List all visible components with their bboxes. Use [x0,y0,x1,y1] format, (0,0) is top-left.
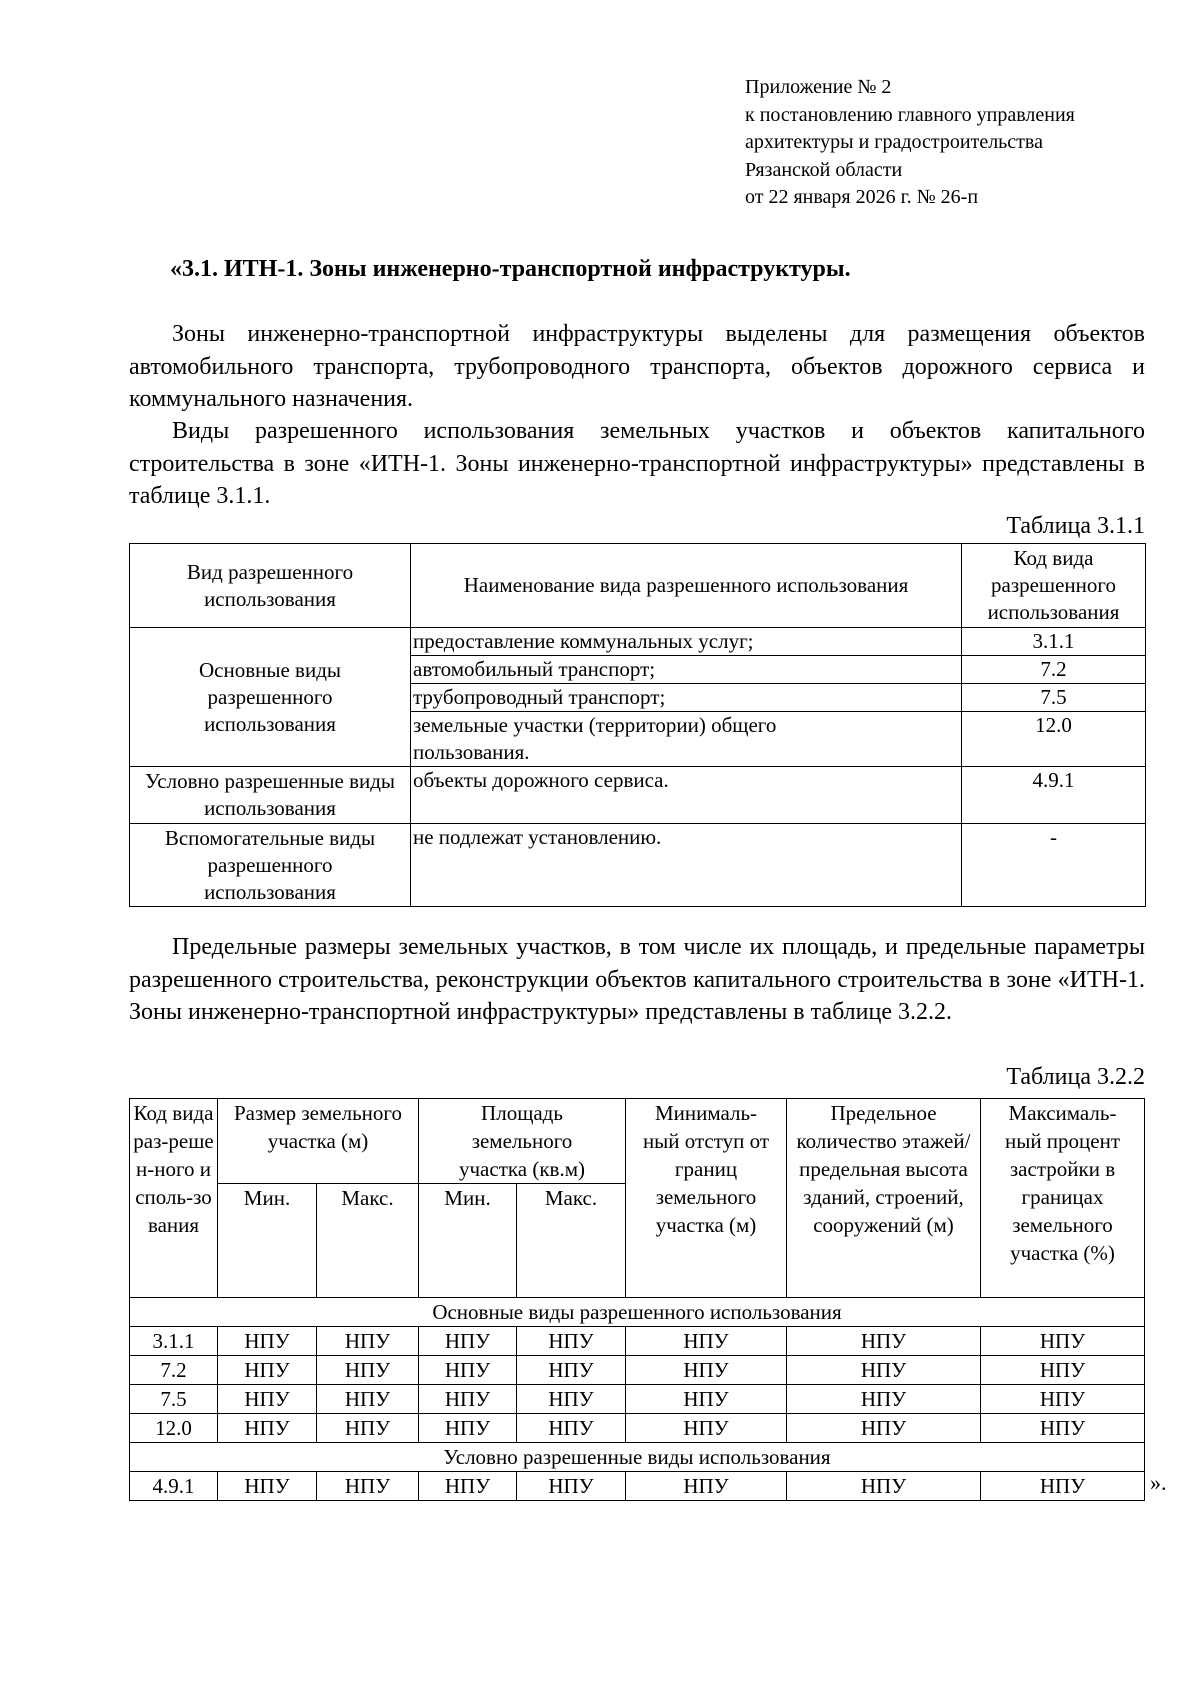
table2-caption: Таблица 3.2.2 [1006,1064,1145,1090]
header-code-text: Код вида раз-решен-ного исполь-зования [133,1101,214,1237]
value-cell: НПУ [787,1356,981,1385]
value-cell: НПУ [218,1385,317,1414]
use-name: предоставление коммунальных услуг; [411,628,962,656]
table-row [130,767,1146,824]
header-size-min: Мин. [218,1184,317,1298]
table-row [130,1327,1145,1356]
main-rows [130,1327,1145,1443]
section-row [130,1443,1145,1472]
header-use-type: Вид разрешенного использования [130,544,411,628]
value-cell: НПУ [317,1472,419,1501]
value-cell: НПУ [981,1472,1145,1501]
table-header-row [130,544,1146,628]
section-main: Основные виды разрешенного использования [130,1298,1145,1327]
use-code: 12.0 [962,712,1146,767]
header-use-code: Код вида разрешенного использования [962,544,1146,628]
value-cell: НПУ [981,1385,1145,1414]
paragraph-table1-reference: Виды разрешенного использования земельных участков и объектов капитального строительства в зоне «ИТН-1. Зоны инженерно-транспортной инфраструктуры» представлены в таблице 3.1.1. [129,418,1145,509]
value-cell: НПУ [626,1472,787,1501]
section-heading: «3.1. ИТН-1. Зоны инженерно-транспортной инфраструктуры. [170,256,851,282]
appendix-line: архитектуры и градостроительства [745,131,1043,153]
table-header-row [130,1099,1145,1184]
header-size [218,1099,419,1184]
group-main-label: Основные виды разрешенного использования [198,657,341,736]
header-area [419,1099,626,1184]
value-cell: НПУ [787,1385,981,1414]
value-cell: НПУ [626,1356,787,1385]
paragraph-intro: Зоны инженерно-транспортной инфраструктуры выделены для размещения объектов автомобильного транспорта, трубопроводного транспорта, объектов дорожного сервиса и коммунального назначения. [129,321,1145,412]
value-cell: НПУ [787,1414,981,1443]
use-code: 4.9.1 [962,767,1146,824]
header-code [130,1099,218,1298]
use-code: 7.2 [962,656,1146,684]
permitted-use-table [129,543,1146,907]
use-code: 7.2 [130,1356,218,1385]
use-name: земельные участки (территории) общего пользования. [411,712,962,767]
value-cell: НПУ [981,1414,1145,1443]
use-code: 3.1.1 [130,1327,218,1356]
use-name: автомобильный транспорт; [411,656,962,684]
header-size-text: Размер земельного участка (м) [234,1101,402,1153]
header-offset-text: Минималь-ный отступ от границ земельного участка (м) [642,1101,770,1237]
parameters-table [129,1098,1145,1501]
value-cell: НПУ [517,1414,626,1443]
header-floors [787,1099,981,1298]
group-main [130,628,411,767]
value-cell: НПУ [419,1414,517,1443]
header-use-name: Наименование вида разрешенного использования [411,544,962,628]
use-name: не подлежат установлению. [411,824,962,907]
value-cell: НПУ [218,1356,317,1385]
header-size-max: Макс. [317,1184,419,1298]
header-offset [626,1099,787,1298]
use-code: 4.9.1 [130,1472,218,1501]
closing-quote: ». [1150,1470,1167,1495]
value-cell: НПУ [419,1327,517,1356]
value-cell: НПУ [317,1414,419,1443]
section-row [130,1298,1145,1327]
appendix-line: к постановлению главного управления [745,103,1075,126]
use-code: - [962,824,1146,907]
value-cell: НПУ [419,1472,517,1501]
value-cell: НПУ [626,1385,787,1414]
table-row [130,1414,1145,1443]
group-conditional: Условно разрешенные виды использования [130,767,411,824]
value-cell: НПУ [517,1385,626,1414]
table-row [130,1356,1145,1385]
value-cell: НПУ [317,1385,419,1414]
appendix-block [745,74,1075,212]
value-cell: НПУ [218,1327,317,1356]
table-row [130,1472,1145,1501]
value-cell: НПУ [419,1356,517,1385]
header-area-max: Макс. [517,1184,626,1298]
use-name: трубопроводный транспорт; [411,684,962,712]
value-cell: НПУ [787,1327,981,1356]
value-cell: НПУ [218,1414,317,1443]
value-cell: НПУ [626,1414,787,1443]
header-area-min: Мин. [419,1184,517,1298]
value-cell: НПУ [626,1327,787,1356]
table1-caption: Таблица 3.1.1 [1006,513,1145,539]
table-row [130,1385,1145,1414]
header-percent-text: Максималь-ный процент застройки в границах земельного участка (%) [1004,1101,1121,1265]
group-auxiliary [130,824,411,907]
value-cell: НПУ [787,1472,981,1501]
value-cell: НПУ [517,1356,626,1385]
value-cell: НПУ [981,1356,1145,1385]
value-cell: НПУ [317,1327,419,1356]
value-cell: НПУ [981,1327,1145,1356]
appendix-line: Приложение № 2 [745,76,892,98]
section-conditional: Условно разрешенные виды использования [130,1443,1145,1472]
conditional-rows [130,1472,1145,1501]
appendix-line: от 22 января 2026 г. № 26-п [745,186,979,208]
header-percent [981,1099,1145,1298]
paragraph-table2-reference: Предельные размеры земельных участков, в том числе их площадь, и предельные параметры разрешенного строительства, реконструкции объектов капитального строительства в зоне «ИТН-1. Зоны инженерно-транспортной инфраструктуры» представлены в таблице 3.2.2. [129,934,1145,1025]
group-auxiliary-label: Вспомогательные виды разрешенного использования [164,826,376,904]
use-code: 12.0 [130,1414,218,1443]
table-row [130,824,1146,907]
value-cell: НПУ [517,1472,626,1501]
header-area-text: Площадь земельного участка (кв.м) [459,1101,585,1181]
value-cell: НПУ [517,1327,626,1356]
value-cell: НПУ [317,1356,419,1385]
value-cell: НПУ [419,1385,517,1414]
header-floors-text: Предельное количество этажей/ предельная высота зданий, строений, сооружений (м) [796,1101,971,1237]
use-code: 7.5 [130,1385,218,1414]
use-name: объекты дорожного сервиса. [411,767,962,824]
table-row [130,628,1146,656]
value-cell: НПУ [218,1472,317,1501]
appendix-line: Рязанской области [745,158,903,181]
use-code: 7.5 [962,684,1146,712]
use-code: 3.1.1 [962,628,1146,656]
